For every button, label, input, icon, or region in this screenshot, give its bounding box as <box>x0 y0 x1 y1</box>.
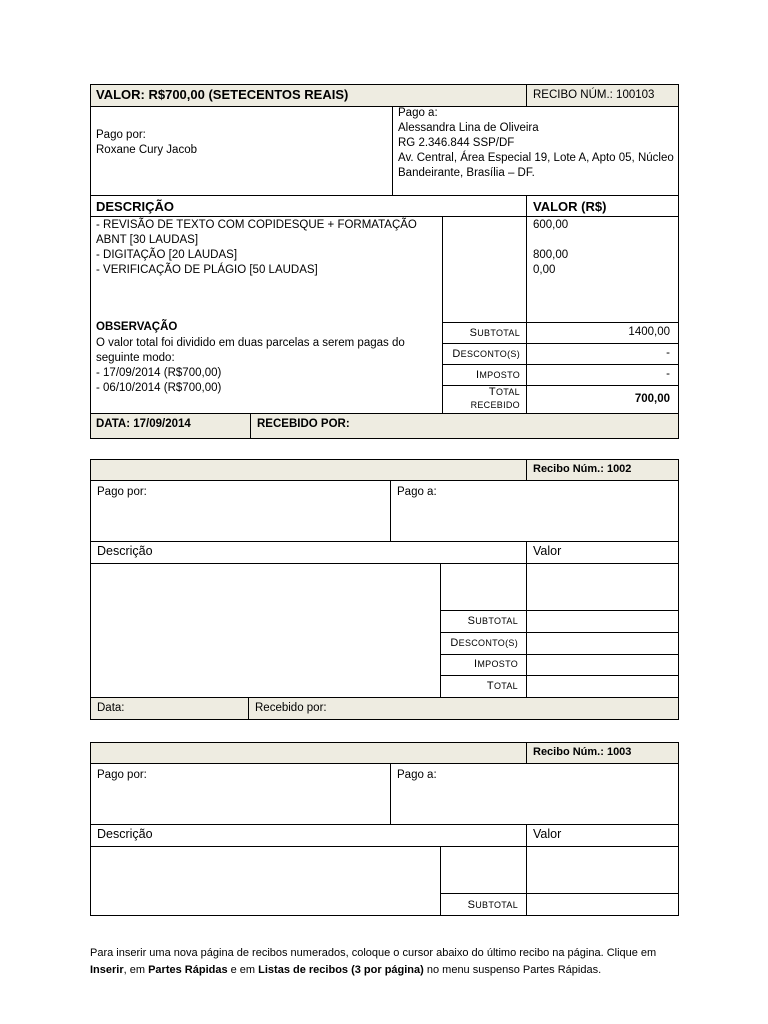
desconto-label-2: DESCONTO(S) <box>450 637 518 649</box>
recebido-por-field-2: Recebido por: <box>255 702 327 714</box>
descricao-label: DESCRIÇÃO <box>96 199 175 214</box>
instructions-line-2: Inserir, em Partes Rápidas e em Listas de recibos (3 por página) no menu suspenso Partes Rápidas. <box>90 964 602 976</box>
descricao-label-2: Descrição <box>97 544 153 558</box>
receipt-3-frame <box>90 742 679 916</box>
recibo-number: RECIBO NÚM.: 100103 <box>533 89 655 101</box>
quick-parts-ref: Partes Rápidas <box>148 964 228 976</box>
receipt-2-frame <box>90 459 679 720</box>
descricao-label-3: Descrição <box>97 827 153 841</box>
total-recebido-label: TOTAL RECEBIDO <box>470 386 520 410</box>
valor-header: VALOR: R$700,00 (SETECENTOS REAIS) <box>96 87 349 102</box>
valor-label-3: Valor <box>533 827 562 841</box>
subtotal-label-2: SUBTOTAL <box>467 615 518 627</box>
instructions-note <box>90 945 690 979</box>
instructions-line-1: Para inserir uma nova página de recibos numerados, coloque o cursor abaixo do último recibo na página. Clique em <box>90 947 657 959</box>
items-values: 600,00 800,00 0,00 <box>533 219 569 276</box>
insert-menu-ref: Inserir <box>90 964 124 976</box>
subtotal-label: SUBTOTAL <box>469 327 520 339</box>
total-recebido-value: 700,00 <box>634 393 670 405</box>
recibo-number-3: Recibo Núm.: 1003 <box>533 746 632 758</box>
subtotal-value: 1400,00 <box>628 326 670 338</box>
pago-por-label-3: Pago por: <box>97 769 147 781</box>
imposto-value: - <box>666 368 670 380</box>
receipt-lists-ref: Listas de recibos (3 por página) <box>258 964 424 976</box>
data-field-2: Data: <box>97 702 125 714</box>
imposto-label: IMPOSTO <box>476 369 520 381</box>
desconto-value: - <box>666 347 670 359</box>
items-list: - REVISÃO DE TEXTO COM COPIDESQUE + FORMATAÇÃO ABNT [30 LAUDAS] - DIGITAÇÃO [20 LAUDAS] - VERIFICAÇÃO DE PLÁGIO [50 LAUDAS] <box>96 219 417 276</box>
desconto-label: DESCONTO(S) <box>452 348 520 360</box>
valor-label-2: Valor <box>533 544 562 558</box>
pago-por-label-2: Pago por: <box>97 486 147 498</box>
recibo-number-2: Recibo Núm.: 1002 <box>533 463 632 475</box>
observacao-text: O valor total foi dividido em duas parcelas a serem pagas do seguinte modo: - 17/09/2014 (R$700,00) - 06/10/2014 (R$700,00) <box>96 337 405 394</box>
pago-a-label: Pago a: <box>398 107 438 119</box>
total-label-2: TOTAL <box>486 680 518 692</box>
pago-a-label-2: Pago a: <box>397 486 437 498</box>
valor-column-label: VALOR (R$) <box>533 199 607 214</box>
recebido-por-field: RECEBIDO POR: <box>257 418 350 430</box>
pago-por-label: Pago por: <box>96 129 146 141</box>
subtotal-label-3: SUBTOTAL <box>467 899 518 911</box>
pago-por-name: Roxane Cury Jacob <box>96 144 197 156</box>
pago-a-details: Alessandra Lina de Oliveira RG 2.346.844 SSP/DF Av. Central, Área Especial 19, Lote A, Apto 05, Núcleo Bandeirante, Brasília – DF. <box>398 122 674 179</box>
observacao-label: OBSERVAÇÃO <box>96 321 178 333</box>
data-field: DATA: 17/09/2014 <box>96 418 191 430</box>
imposto-label-2: IMPOSTO <box>474 658 518 670</box>
pago-a-label-3: Pago a: <box>397 769 437 781</box>
